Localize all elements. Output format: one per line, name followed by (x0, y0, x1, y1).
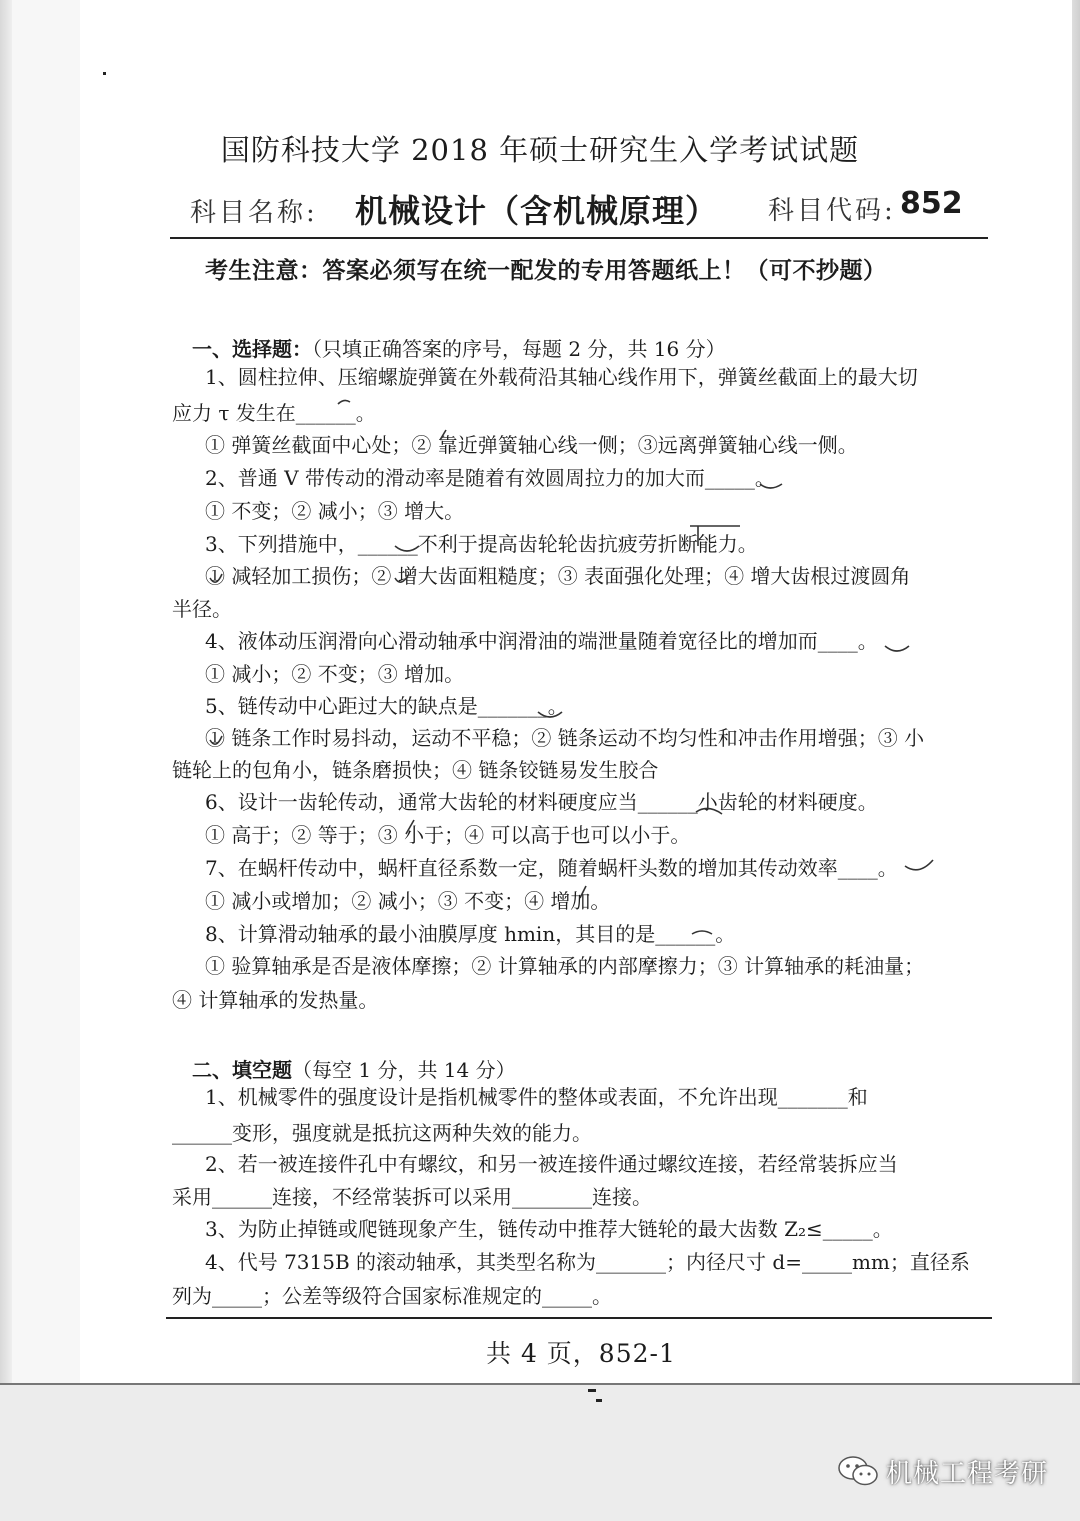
scan-edge-left (0, 0, 12, 1385)
subject-name: 机械设计（含机械原理） (355, 192, 719, 230)
scan-speck (596, 1399, 602, 1402)
question-line: 1、机械零件的强度设计是指机械零件的整体或表面，不允许出现_______和 (205, 1085, 868, 1109)
option-line: ① 高于；② 等于；③ 小于；④ 可以高于也可以小于。 (205, 823, 691, 847)
exam-title: 国防科技大学 2018 年硕士研究生入学考试试题 (220, 133, 860, 167)
question-line: 7、在蜗杆传动中，蜗杆直径系数一定，随着蜗杆头数的增加其传动效率____。 (205, 856, 898, 880)
question-line: 4、液体动压润滑向心滑动轴承中润滑油的端泄量随着宽径比的增加而____。 (205, 629, 878, 653)
question-line: 4、代号 7315B 的滚动轴承，其类型名称为_______；内径尺寸 d=_____mm；直径系 (205, 1250, 970, 1274)
page-footer: 共 4 页，852-1 (486, 1339, 676, 1368)
code-label: 科目代码: (768, 196, 896, 226)
option-line: 半径。 (172, 597, 232, 621)
question-line: 应力 τ 发生在______。 (172, 401, 376, 425)
option-line: ① 减小或增加；② 减小；③ 不变；④ 增加。 (205, 889, 611, 913)
option-line: ① 验算轴承是否是液体摩擦；② 计算轴承的内部摩擦力；③ 计算轴承的耗油量； (205, 954, 925, 978)
option-line: ① 不变；② 减小；③ 增大。 (205, 499, 465, 523)
scan-speck (103, 72, 106, 75)
question-line: 8、计算滑动轴承的最小油膜厚度 hmin，其目的是______。 (205, 922, 736, 946)
section-heading-title: 一、选择题： (192, 337, 312, 361)
scan-speck (588, 1389, 596, 1392)
section-heading-choice (192, 333, 726, 362)
question-line: 6、设计一齿轮传动，通常大齿轮的材料硬度应当______小齿轮的材料硬度。 (205, 790, 878, 814)
footer-rule (166, 1317, 992, 1319)
scan-bottom-band (0, 1383, 1080, 1521)
question-line: 采用______连接，不经常装拆可以采用________连接。 (172, 1185, 652, 1209)
option-line: ① 链条工作时易抖动，运动不平稳；② 链条运动不均匀性和冲击作用增强；③ 小 (205, 726, 925, 750)
section-line (192, 337, 726, 361)
code-value: 852 (900, 186, 963, 221)
option-line: ① 弹簧丝截面中心处；② 靠近弹簧轴心线一侧；③远离弹簧轴心线一侧。 (205, 433, 858, 457)
question-line: ______变形，强度就是抵抗这两种失效的能力。 (172, 1121, 592, 1145)
question-line: 3、为防止掉链或爬链现象产生，链传动中推荐大链轮的最大齿数 Z₂≤_____。 (205, 1217, 893, 1241)
candidate-notice: 考生注意：答案必须写在统一配发的专用答题纸上！（可不抄题） (205, 258, 887, 284)
question-line: 5、链传动中心距过大的缺点是_______。 (205, 694, 568, 718)
watermark-text: 机械工程考研 (886, 1459, 1049, 1489)
option-line: ① 减小；② 不变；③ 增加。 (205, 662, 465, 686)
section-line (192, 1058, 516, 1082)
pen-annotations (170, 360, 1000, 1000)
question-line: 列为_____；公差等级符合国家标准规定的_____。 (172, 1284, 612, 1308)
question-line: 2、普通 V 带传动的滑动率是随着有效圆周拉力的加大而_____。 (205, 466, 775, 490)
section-heading-note: （只填正确答案的序号，每题 2 分，共 16 分） (312, 337, 726, 361)
header-rule (170, 237, 988, 239)
wechat-icon (836, 1455, 880, 1487)
question-line: 3、下列措施中，______不利于提高齿轮轮齿抗疲劳折断能力。 (205, 532, 758, 556)
option-line: 链轮上的包角小，链条磨损快；④ 链条铰链易发生胶合 (172, 758, 659, 782)
question-line: 1、圆柱拉伸、压缩螺旋弹簧在外载荷沿其轴心线作用下，弹簧丝截面上的最大切 (205, 365, 918, 389)
section-heading-fill (192, 1054, 516, 1083)
question-line: 2、若一被连接件孔中有螺纹，和另一被连接件通过螺纹连接，若经常装拆应当 (205, 1152, 898, 1176)
option-line: ④ 计算轴承的发热量。 (172, 988, 379, 1012)
option-line: ① 减轻加工损伤；② 增大齿面粗糙度；③ 表面强化处理；④ 增大齿根过渡圆角 (205, 564, 911, 588)
section-heading-note: （每空 1 分，共 14 分） (292, 1058, 516, 1082)
subject-label: 科目名称: (190, 198, 318, 228)
section-heading-title: 二、填空题 (192, 1058, 292, 1082)
